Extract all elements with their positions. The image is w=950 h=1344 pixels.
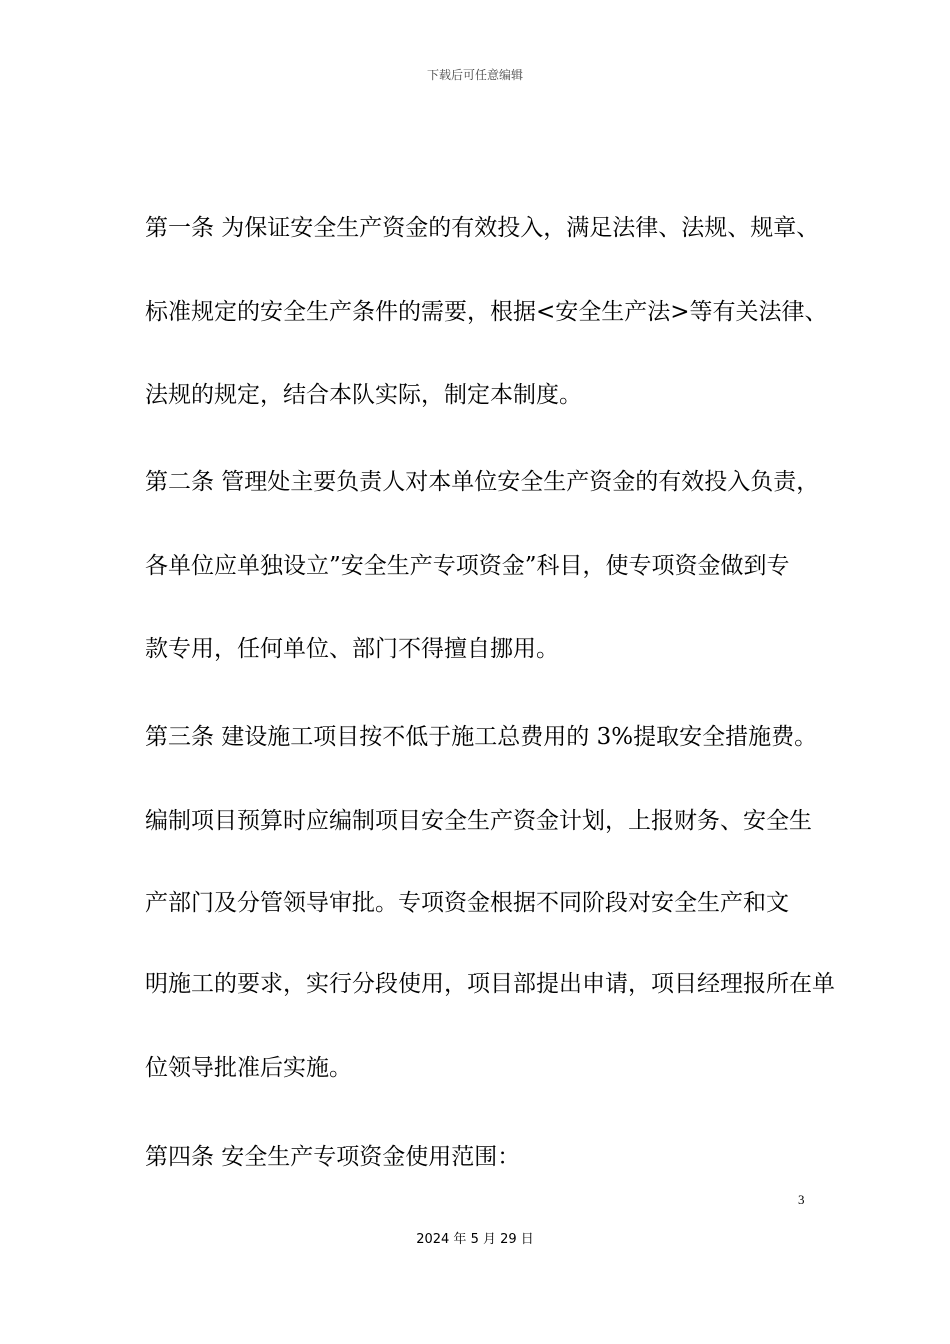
body-line: 明施工的要求，实行分段使用，项目部提出申请，项目经理报所在单 <box>145 971 835 997</box>
body-line: 标准规定的安全生产条件的需要，根据<安全生产法>等有关法律、 <box>145 299 828 325</box>
body-line: 第一条 为保证安全生产资金的有效投入，满足法律、法规、规章、 <box>145 215 820 241</box>
body-line: 位领导批准后实施。 <box>145 1055 352 1081</box>
body-line: 第二条 管理处主要负责人对本单位安全生产资金的有效投入负责， <box>145 469 820 495</box>
body-line: 第三条 建设施工项目按不低于施工总费用的 3%提取安全措施费。 <box>145 724 818 750</box>
body-line: 编制项目预算时应编制项目安全生产资金计划，上报财务、安全生 <box>145 808 812 834</box>
page-header: 下载后可任意编辑 <box>426 68 523 82</box>
body-line: 产部门及分管领导审批。专项资金根据不同阶段对安全生产和文 <box>145 890 789 916</box>
footer-date: 2024 年 5 月 29 日 <box>416 1232 534 1247</box>
body-line: 法规的规定，结合本队实际，制定本制度。 <box>145 382 582 408</box>
page-number: 3 <box>798 1192 805 1207</box>
body-line: 各单位应单独设立”安全生产专项资金”科目，使专项资金做到专 <box>145 553 790 579</box>
body-line: 第四条 安全生产专项资金使用范围： <box>145 1144 521 1170</box>
body-line: 款专用，任何单位、部门不得擅自挪用。 <box>145 636 559 662</box>
